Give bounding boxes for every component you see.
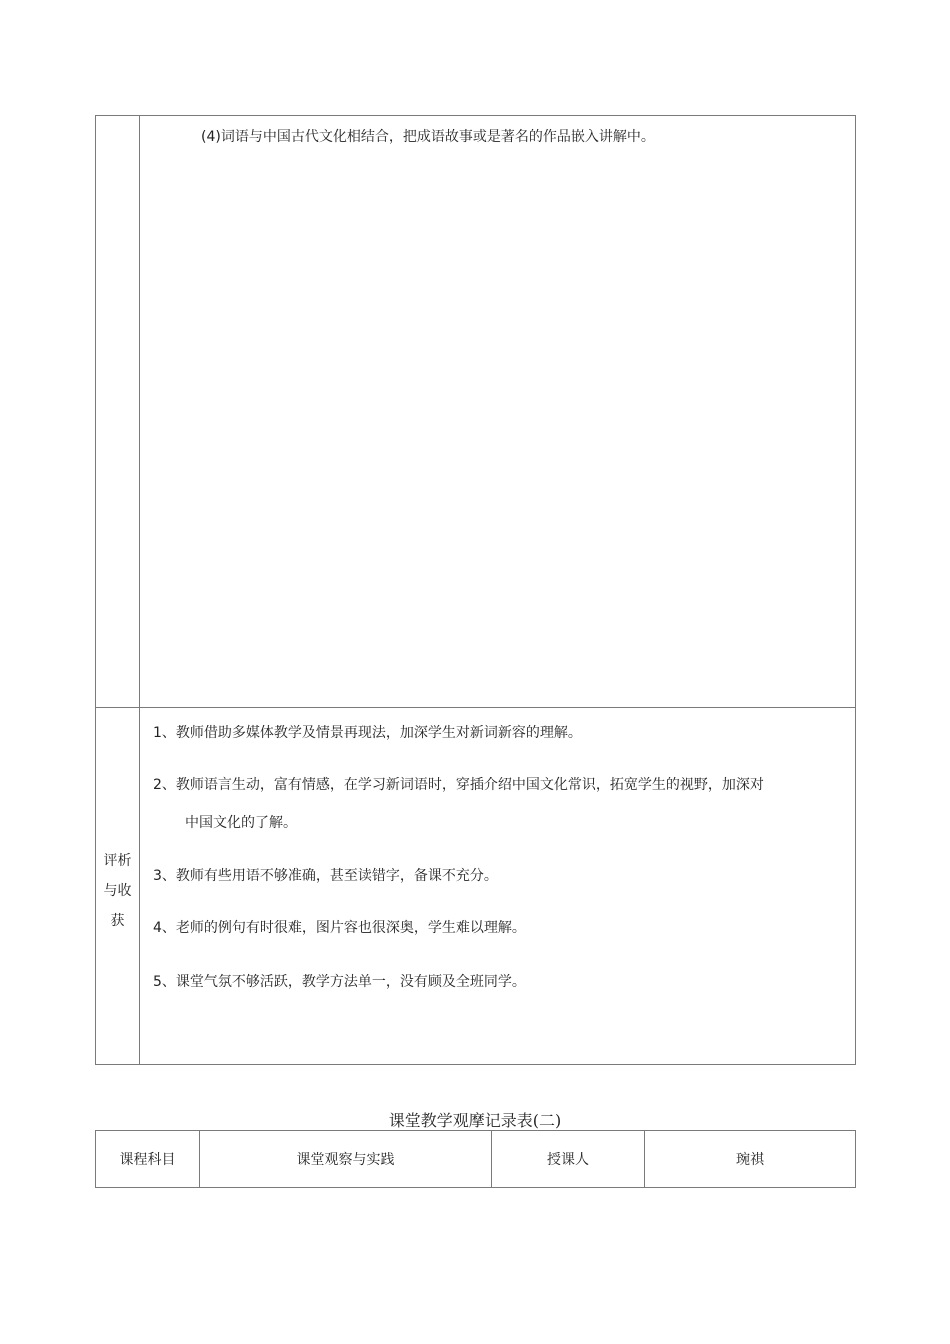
course-subject-label: 课程科目: [96, 1131, 200, 1187]
course-subject-value: 课堂观察与实践: [200, 1131, 492, 1187]
evaluation-item-2: 2、教师语言生动，富有情感，在学习新词语时，穿插介绍中国文化常识，拓宽学生的视野，加深对: [153, 777, 764, 793]
evaluation-label-line-2: 与收: [103, 883, 132, 899]
instructor-label: 授课人: [492, 1131, 645, 1187]
evaluation-item-5: 5、课堂气氛不够活跃，教学方法单一，没有顾及全班同学。: [153, 974, 526, 990]
evaluation-label-line-3: 获: [110, 913, 125, 929]
evaluation-label-cell: [96, 708, 139, 1065]
evaluation-item-4: 4、老师的例句有时很难，图片容也很深奥，学生难以理解。: [153, 920, 526, 936]
observation-record-table: [95, 115, 856, 1065]
evaluation-label: [96, 846, 139, 936]
teaching-content-text: (4)词语与中国古代文化相结合，把成语故事或是著名的作品嵌入讲解中。: [201, 129, 655, 145]
evaluation-label-line-1: 评析: [103, 853, 132, 869]
evaluation-content-cell: [140, 708, 856, 1065]
evaluation-item-2-continued: 中国文化的了解。: [185, 815, 297, 831]
teaching-content-cell: [140, 116, 856, 707]
evaluation-item-3: 3、教师有些用语不够准确，甚至读错字，备课不充分。: [153, 868, 498, 884]
instructor-value: 琬祺: [736, 1152, 764, 1168]
second-record-table: [95, 1130, 856, 1188]
second-table-title: 课堂教学观摩记录表(二): [388, 1111, 562, 1130]
evaluation-item-1: 1、教师借助多媒体教学及情景再现法，加深学生对新词新容的理解。: [153, 725, 582, 741]
